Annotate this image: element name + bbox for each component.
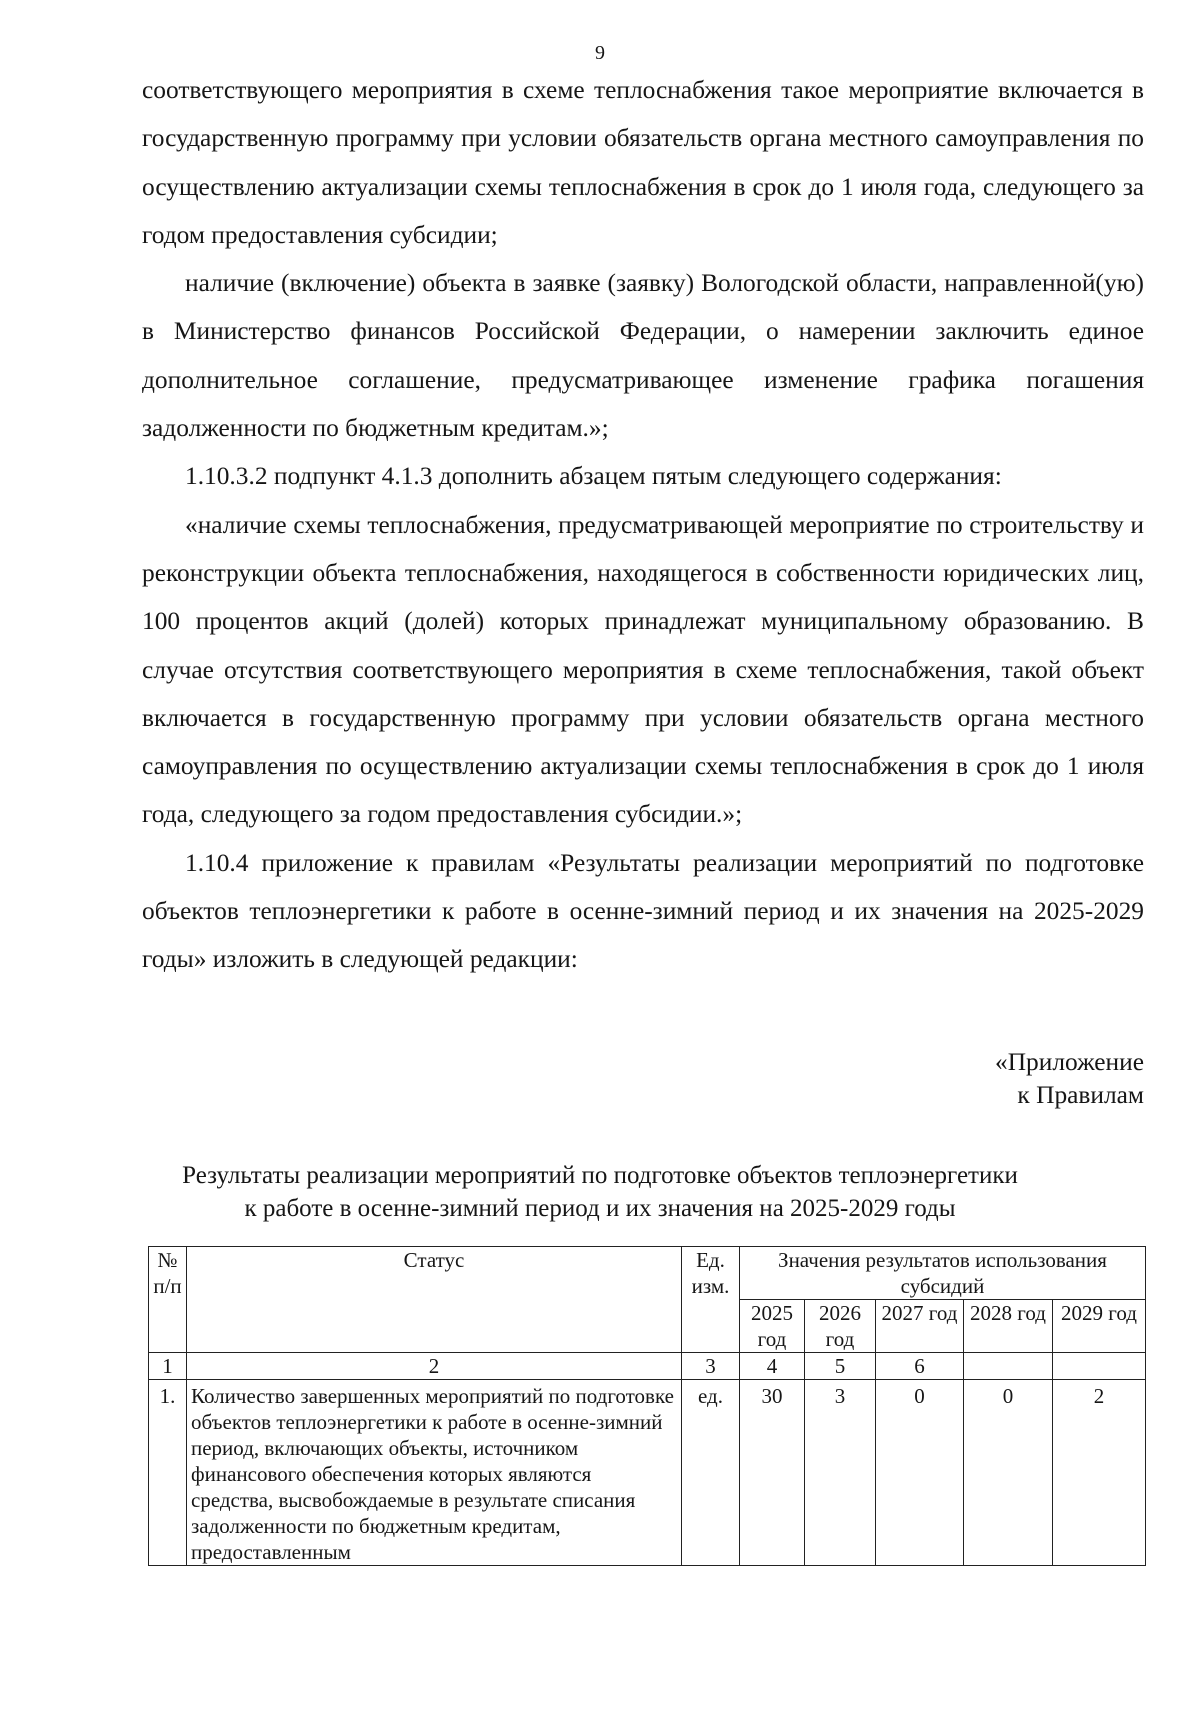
column-number bbox=[1053, 1353, 1146, 1380]
row-num: 1. bbox=[149, 1380, 187, 1566]
paragraph-continuation: соответствующего мероприятия в схеме теплоснабжения такое мероприятие включается в государственную программу при условии обязательств органа местного самоуправления по осуществлению актуализации схемы теплоснабжения в срок до 1 июля года, следующего за годом предоставления субсидии; bbox=[142, 76, 1144, 249]
row-status: Количество завершенных мероприятий по подготовке объектов теплоэнергетики к работе в осенне-зимний период, включающих объекты, источником финансового обеспечения которых являются средства, высвобождаемые в результате списания задолженности по бюджетным кредитам, предоставленным bbox=[187, 1380, 682, 1566]
paragraph-heat-supply-scheme: «наличие схемы теплоснабжения, предусматривающей мероприятие по строительству и реконструкции объекта теплоснабжения, находящегося в собственности юридических лиц, 100 процентов акций (долей) которых принадлежат муниципальному образованию. В случае отсутствия соответствующего мероприятия в схеме теплоснабжения, такой объект включается в государственную программу при условии обязательств органа местного самоуправления по осуществлению актуализации схемы теплоснабжения в срок до 1 июля года, следующего за годом предоставления субсидии.»; bbox=[142, 510, 1144, 829]
appendix-line-2: к Правилам bbox=[1017, 1081, 1144, 1109]
column-number: 1 bbox=[149, 1353, 187, 1380]
header-unit: Ед. изм. bbox=[682, 1247, 740, 1353]
column-number: 3 bbox=[682, 1353, 740, 1380]
table-row bbox=[149, 1380, 1146, 1566]
header-values-group: Значения результатов использования субсидий bbox=[740, 1247, 1146, 1300]
table-title bbox=[0, 1159, 1200, 1225]
appendix-label bbox=[995, 1046, 1144, 1112]
column-number bbox=[964, 1353, 1053, 1380]
row-value-2025: 30 bbox=[740, 1380, 805, 1566]
table-title-line-1: Результаты реализации мероприятий по подготовке объектов теплоэнергетики bbox=[182, 1162, 1018, 1189]
header-year-2026: 2026 год bbox=[805, 1300, 876, 1353]
table-header-row-1 bbox=[149, 1247, 1146, 1300]
column-number: 2 bbox=[187, 1353, 682, 1380]
results-table bbox=[148, 1246, 1146, 1566]
body-text bbox=[142, 66, 1144, 984]
header-year-2025: 2025 год bbox=[740, 1300, 805, 1353]
column-number: 6 bbox=[876, 1353, 964, 1380]
table-title-line-2: к работе в осенне-зимний период и их значения на 2025-2029 годы bbox=[244, 1195, 956, 1222]
row-value-2027: 0 bbox=[876, 1380, 964, 1566]
page-number: 9 bbox=[595, 42, 605, 64]
header-year-2029: 2029 год bbox=[1053, 1300, 1146, 1353]
row-unit: ед. bbox=[682, 1380, 740, 1566]
row-value-2026: 3 bbox=[805, 1380, 876, 1566]
header-year-2028: 2028 год bbox=[964, 1300, 1053, 1353]
paragraph-application: наличие (включение) объекта в заявке (заявку) Вологодской области, направленной(ую) в Министерство финансов Российской Федерации, о намерении заключить единое дополнительное соглашение, предусматривающее изменение графика погашения задолженности по бюджетным кредитам.»; bbox=[142, 269, 1144, 443]
column-number: 5 bbox=[805, 1353, 876, 1380]
appendix-line-1: «Приложение bbox=[995, 1048, 1144, 1076]
row-value-2029: 2 bbox=[1053, 1380, 1146, 1566]
header-year-2027: 2027 год bbox=[876, 1300, 964, 1353]
paragraph-subclause-1-10-4: 1.10.4 приложение к правилам «Результаты реализации мероприятий по подготовке объектов теплоэнергетики к работе в осенне-зимний период и их значения на 2025-2029 годы» изложить в следующей редакции: bbox=[142, 848, 1144, 974]
row-value-2028: 0 bbox=[964, 1380, 1053, 1566]
header-status: Статус bbox=[187, 1247, 682, 1353]
table-column-numbers-row bbox=[149, 1353, 1146, 1380]
column-number: 4 bbox=[740, 1353, 805, 1380]
header-num: № п/п bbox=[149, 1247, 187, 1353]
paragraph-subclause-1-10-3-2: 1.10.3.2 подпункт 4.1.3 дополнить абзацем пятым следующего содержания: bbox=[185, 462, 1002, 491]
